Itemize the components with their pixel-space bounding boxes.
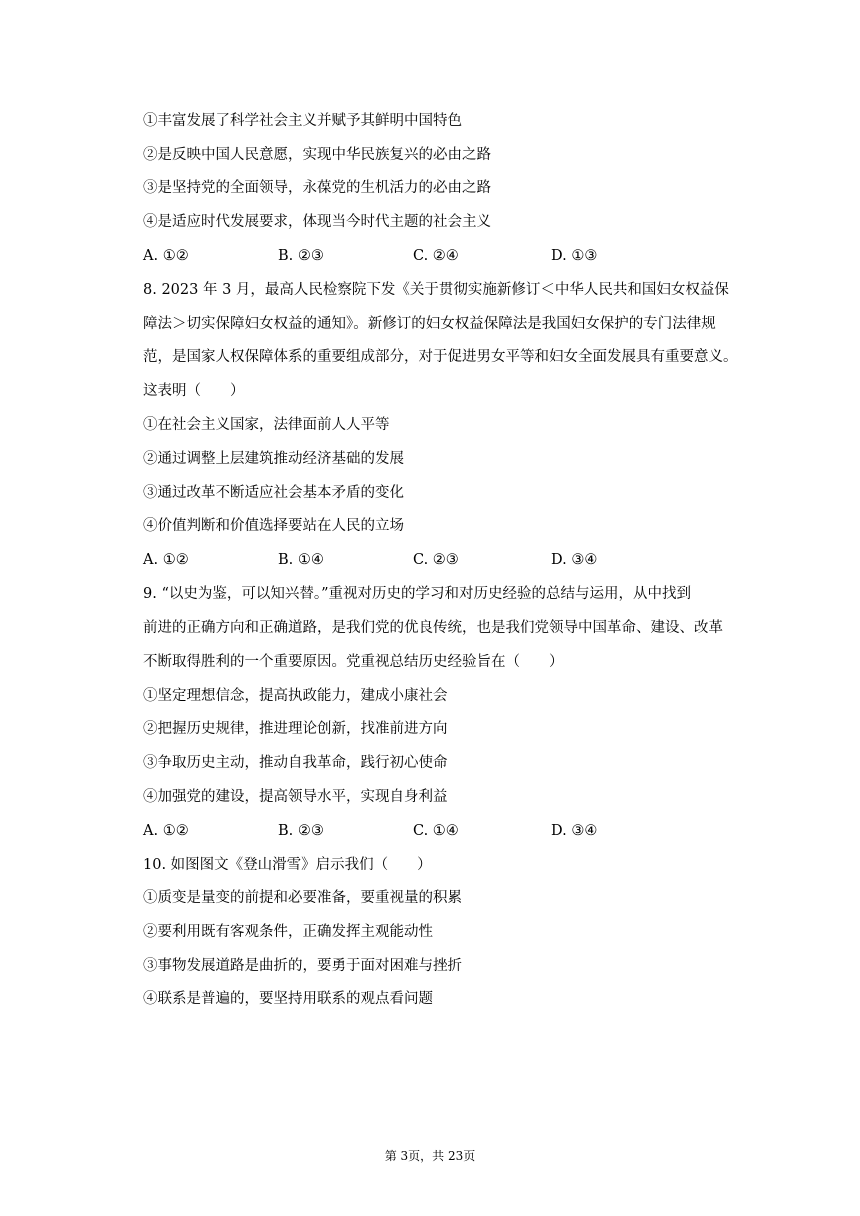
q7-option-c: C. ②④ bbox=[413, 248, 459, 264]
q7-option-d: D. ①③ bbox=[551, 248, 598, 264]
q10-item-4: ④联系是普遍的，要坚持用联系的观点看问题 bbox=[143, 991, 433, 1007]
q8-stem-line-4: 这表明（ ） bbox=[143, 383, 245, 399]
q10-stem-line-1: 10. 如图图文《登山滑雪》启示我们（ ） bbox=[143, 857, 432, 873]
q10-item-3: ③事物发展道路是曲折的，要勇于面对困难与挫折 bbox=[143, 958, 462, 974]
q8-option-b: B. ①④ bbox=[278, 552, 324, 568]
q9-option-b: B. ②③ bbox=[278, 823, 324, 839]
q9-stem-line-3: 不断取得胜利的一个重要原因。党重视总结历史经验旨在（ ） bbox=[143, 654, 564, 670]
q9-stem-line-1: 9. “以史为鉴，可以知兴替。”重视对历史的学习和对历史经验的总结与运用，从中找到 bbox=[143, 586, 692, 602]
q9-option-d: D. ③④ bbox=[551, 823, 598, 839]
q7-item-1: ①丰富发展了科学社会主义并赋予其鲜明中国特色 bbox=[143, 113, 462, 129]
q8-stem-line-2: 障法＞切实保障妇女权益的通知》。新修订的妇女权益保障法是我国妇女保护的专门法律规 bbox=[143, 316, 716, 332]
q8-item-4: ④价值判断和价值选择要站在人民的立场 bbox=[143, 518, 404, 534]
q8-stem-line-1: 8. 2023 年 3 月，最高人民检察院下发《关于贯彻实施新修订＜中华人民共和国妇女权益保 bbox=[143, 282, 729, 298]
q7-item-3: ③是坚持党的全面领导，永葆党的生机活力的必由之路 bbox=[143, 180, 491, 196]
q10-item-1: ①质变是量变的前提和必要准备，要重视量的积累 bbox=[143, 890, 462, 906]
q8-option-c: C. ②③ bbox=[413, 552, 459, 568]
q9-option-c: C. ①④ bbox=[413, 823, 459, 839]
q7-option-a: A. ①② bbox=[143, 248, 189, 264]
q7-item-4: ④是适应时代发展要求，体现当今时代主题的社会主义 bbox=[143, 214, 491, 230]
q8-stem-line-3: 范，是国家人权保障体系的重要组成部分，对于促进男女平等和妇女全面发展具有重要意义。 bbox=[143, 349, 738, 365]
q9-option-a: A. ①② bbox=[143, 823, 189, 839]
q8-option-a: A. ①② bbox=[143, 552, 189, 568]
q8-item-2: ②通过调整上层建筑推动经济基础的发展 bbox=[143, 451, 404, 467]
q9-stem-line-2: 前进的正确方向和正确道路，是我们党的优良传统，也是我们党领导中国革命、建设、改革 bbox=[143, 620, 723, 636]
q8-option-d: D. ③④ bbox=[551, 552, 598, 568]
q9-item-2: ②把握历史规律，推进理论创新，找准前进方向 bbox=[143, 721, 448, 737]
q8-item-1: ①在社会主义国家，法律面前人人平等 bbox=[143, 417, 390, 433]
q7-option-b: B. ②③ bbox=[278, 248, 324, 264]
q10-item-2: ②要利用既有客观条件，正确发挥主观能动性 bbox=[143, 924, 433, 940]
q9-item-3: ③争取历史主动，推动自我革命，践行初心使命 bbox=[143, 755, 448, 771]
q7-item-2: ②是反映中国人民意愿，实现中华民族复兴的必由之路 bbox=[143, 147, 491, 163]
q9-item-4: ④加强党的建设，提高领导水平，实现自身利益 bbox=[143, 789, 448, 805]
q9-item-1: ①坚定理想信念，提高执政能力，建成小康社会 bbox=[143, 688, 448, 704]
q8-item-3: ③通过改革不断适应社会基本矛盾的变化 bbox=[143, 485, 404, 501]
page-footer: 第 3页，共 23页 bbox=[384, 1149, 476, 1163]
